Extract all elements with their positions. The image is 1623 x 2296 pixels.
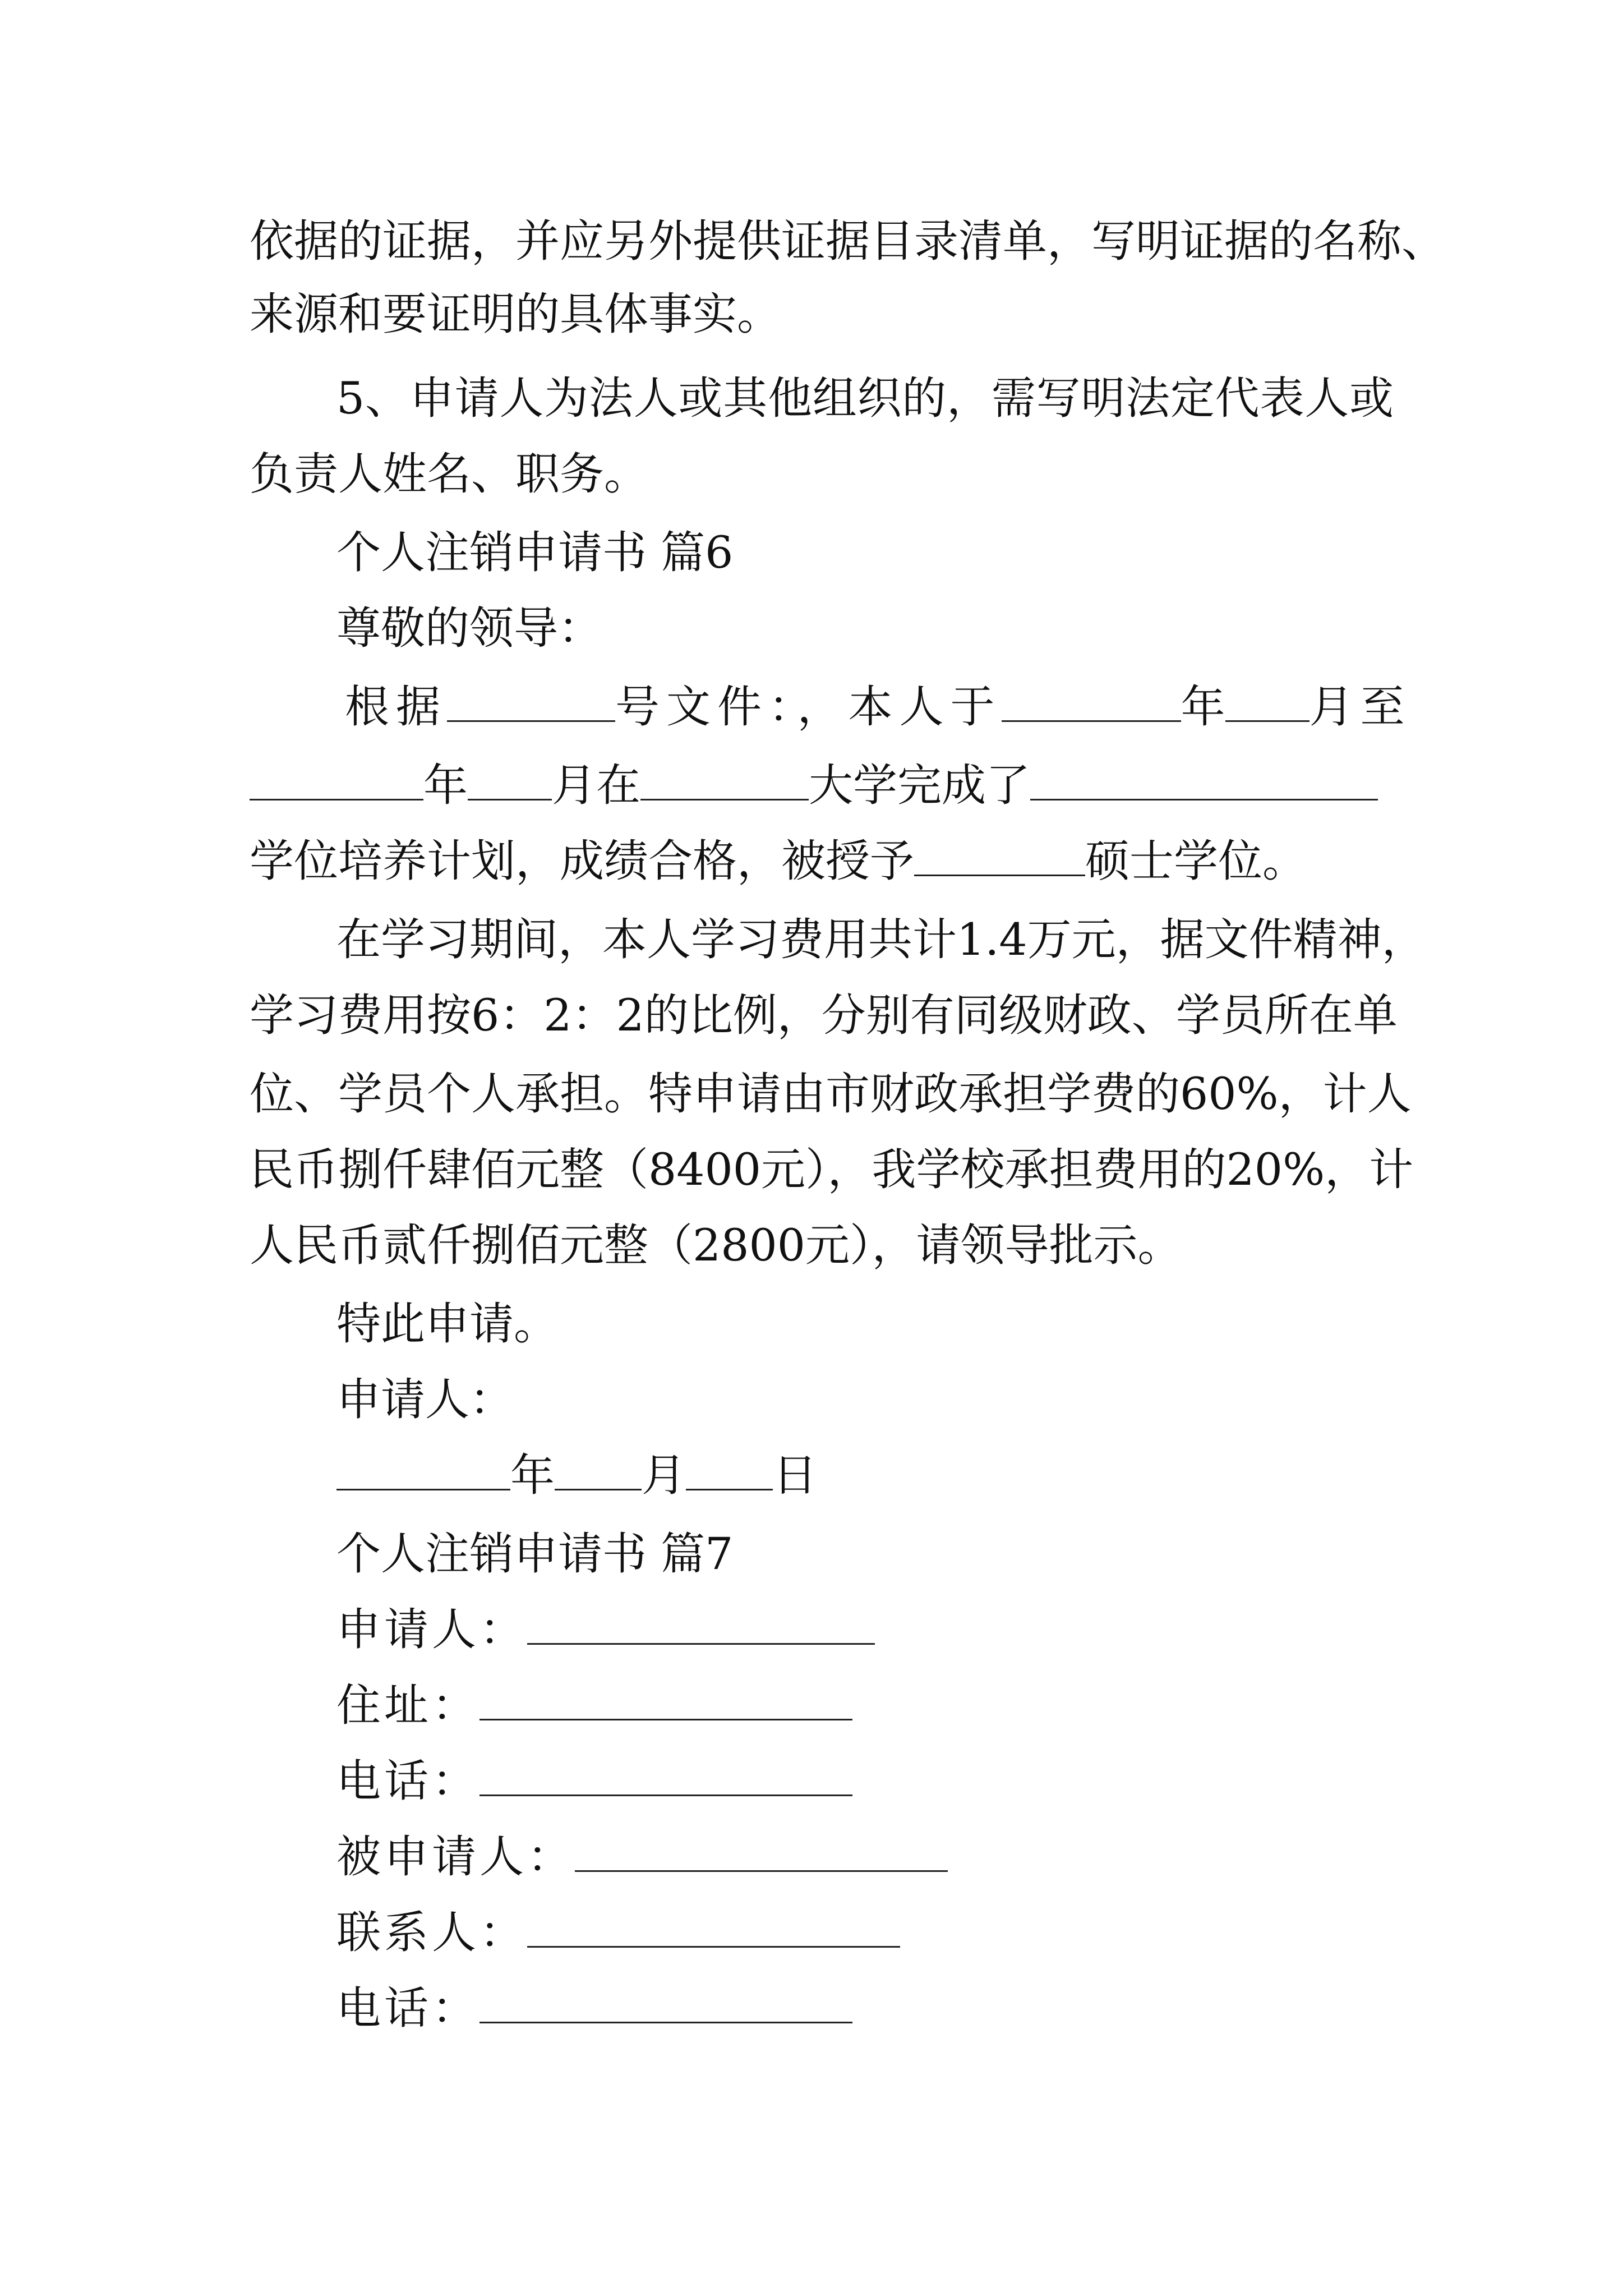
phone-input[interactable] (479, 1757, 852, 1796)
year-label: 年 (510, 1450, 555, 1501)
fill-in-blank[interactable] (447, 685, 615, 722)
phone-field-2 (336, 1980, 1394, 2036)
list-item-5: 5、申请人为法人或其他组织的，需写明法定代表人或 (336, 372, 1394, 424)
field-label: 电话： (336, 1755, 479, 1807)
list-item-5-continued: 负责人姓名、职务。 (250, 448, 648, 500)
body-line: 位、学员个人承担。特申请由市财政承担学费的60%，计人 (250, 1068, 1412, 1120)
applicant-label: 申请人： (336, 1374, 514, 1425)
applicant-input[interactable] (527, 1606, 875, 1645)
fill-in-blank[interactable] (250, 764, 423, 800)
row-text: 年 (1181, 681, 1225, 733)
form-row (345, 679, 1412, 735)
fill-in-blank[interactable] (1002, 685, 1181, 722)
row-text: 月在 (552, 760, 640, 811)
field-label: 住址： (336, 1680, 479, 1731)
date-line (336, 1447, 1394, 1503)
field-label: 电话： (336, 1982, 479, 2034)
form-row (250, 757, 1394, 813)
body-line: 学习费用按6：2：2的比例，分别有同级财政、学员所在单 (250, 990, 1398, 1041)
section-heading: 个人注销申请书 篇7 (336, 1528, 734, 1580)
paragraph-line: 依据的证据，并应另外提供证据目录清单，写明证据的名称、 (250, 215, 1446, 267)
address-field (336, 1677, 1394, 1733)
respondent-field (336, 1829, 1394, 1885)
body-line: 在学习期间，本人学习费用共计1.4万元，据文件精神， (336, 914, 1426, 965)
address-input[interactable] (479, 1682, 852, 1720)
fill-in-blank[interactable] (640, 764, 809, 800)
field-label: 联系人： (336, 1907, 527, 1958)
contact-field (336, 1904, 1394, 1961)
row-text: 月至 (1309, 681, 1412, 733)
fill-in-blank[interactable] (468, 764, 552, 800)
body-line: 人民币贰仟捌佰元整（2800元），请领导批示。 (250, 1220, 1182, 1271)
row-text: 号文件：，本人于 (615, 681, 1002, 733)
row-text: 学位培养计划，成绩合格，被授予 (250, 835, 914, 887)
row-text: 年 (423, 760, 468, 811)
phone-input-2[interactable] (479, 1985, 852, 2023)
fill-in-blank[interactable] (914, 840, 1085, 876)
applicant-field (336, 1602, 1394, 1658)
closing-remark: 特此申请。 (336, 1298, 558, 1350)
month-label: 月 (642, 1450, 686, 1501)
form-row (250, 833, 1394, 889)
body-line: 民币捌仟肆佰元整（8400元），我学校承担费用的20%，计 (250, 1144, 1414, 1195)
day-label: 日 (773, 1450, 817, 1501)
fill-in-blank[interactable] (1030, 764, 1378, 800)
day-blank[interactable] (686, 1454, 773, 1490)
field-label: 被申请人： (336, 1831, 575, 1883)
section-heading: 个人注销申请书 篇6 (336, 527, 734, 578)
salutation: 尊敬的领导： (336, 602, 602, 654)
row-text: 根据 (345, 681, 447, 733)
paragraph-line: 来源和要证明的具体事实。 (250, 288, 781, 340)
fill-in-blank[interactable] (1225, 685, 1310, 722)
phone-field (336, 1753, 1394, 1809)
contact-input[interactable] (527, 1909, 900, 1948)
respondent-input[interactable] (575, 1833, 948, 1872)
year-blank[interactable] (336, 1454, 510, 1490)
month-blank[interactable] (555, 1454, 642, 1490)
row-text: 大学完成了 (809, 760, 1030, 811)
row-text: 硕士学位。 (1085, 835, 1307, 887)
field-label: 申请人： (336, 1604, 527, 1655)
